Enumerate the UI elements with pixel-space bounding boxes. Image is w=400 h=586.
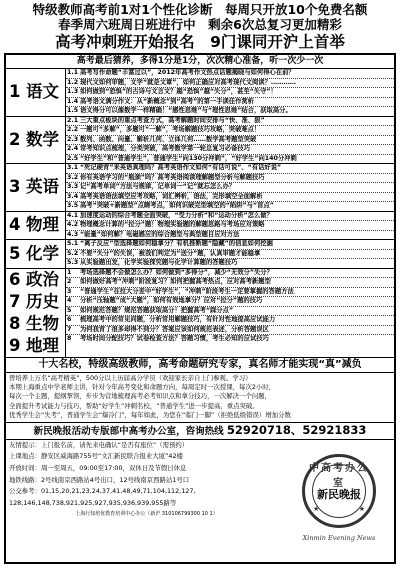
footer (6, 440, 394, 562)
topic-item (66, 335, 394, 344)
subject-name (9, 243, 65, 265)
para-line: 曾培养上万名“高考精英”，500分以上历届高分学员（欢迎家长亲自上门参观、学习） (9, 373, 252, 382)
topic-item (66, 164, 394, 174)
info-small: 上海行知培优教育培训中心办公（新沪 310106799300 10 1） (75, 510, 218, 517)
topic-text: 如何做好高考“冲刺”阶段复习？如何把握高考热点，应对高考新题型 (80, 278, 271, 285)
topic-text: 高考英语语法填空应考攻略，词汇辨析，语法，完形填空全面解析 (80, 192, 263, 200)
topic-number: 1.1 (67, 69, 79, 76)
topic-text: 语文得分可以像数学一样精确！“感性思维”与“理性思维”结合，获取高分。 (80, 107, 292, 114)
topic-number: 2.5 (67, 154, 79, 162)
hotline-bar (6, 423, 394, 440)
para-line: 每次一个主题，提纲挈领，步步为营地梳理高考必考知识点和拿分技巧，一次解决一个问题， (9, 392, 272, 401)
topic-text: 为何我背了很多却得不到分？答案应该如何规范表述，分析答题误区 (80, 325, 269, 333)
topic-list (66, 117, 394, 164)
topic-number: 2.1 (67, 116, 79, 124)
topic-text: 梳理高考中的常见问题，分析常用解题技巧，有针对性地提高应试能力 (80, 316, 276, 323)
topic-list (66, 164, 394, 211)
topic-number: 1.3 (67, 88, 79, 95)
topic-list (66, 69, 394, 116)
subject-name (9, 81, 65, 103)
para-line: 全面提升考试能力与技巧，帮助“好学生”冲刺名校，“普通学生”进一步提高，重点突破。 (9, 401, 259, 410)
section-s4 (6, 212, 394, 241)
topic-number: 2.3 (67, 135, 79, 143)
topic-item (66, 269, 394, 279)
topic-text: 从实验题出发，化学实验探究题与化学计算题的答题技巧 (80, 259, 238, 266)
topic-text: 考场选择题不会做怎么办？如何做到“多得分”，减少“无效分”失分？ (80, 268, 273, 276)
subject-number: 5 (9, 243, 21, 263)
section-s1 (6, 69, 394, 117)
topic-item (66, 278, 394, 288)
topic-number: 3.2 (67, 173, 79, 181)
topic-number: 8 (67, 335, 72, 342)
info-tip: 友情提示：上门报名前，请先来电确认“是否有座位”（需预约） (9, 440, 189, 449)
subject-number: 8 (9, 313, 21, 333)
course-box (4, 53, 396, 564)
topic-item (66, 117, 394, 127)
subject-name (9, 335, 65, 357)
topic-number: 1.2 (67, 78, 79, 86)
subject-title: 政治 (26, 269, 59, 289)
description-paragraph (6, 373, 394, 423)
topic-number: 1 (67, 268, 72, 276)
intro-banner: 高考最后猜养，多得1分是1分，次次精心准备，听一次少一次 (6, 55, 394, 69)
subject-number: 3 (9, 177, 21, 197)
topic-item (66, 174, 394, 184)
subject-label (6, 269, 66, 357)
headline-2: 春季周六班周日班进行中 剩余6次总复习更加精彩 (58, 17, 342, 32)
topic-text: 一题可“多解”，多题可“一解”，考场解题技巧攻略，突破难点！ (80, 126, 261, 133)
topic-item (66, 98, 394, 108)
subject-label (6, 69, 66, 116)
topic-text: 高考“突破+新题型”点睛考点，如何识破完型填空的“陷阱”与“盲点” (80, 202, 274, 209)
topic-number: 2 (67, 278, 72, 285)
headline-1: 特级教师高考前1对1个性化诊断 每周只开放10个免费名额 (32, 2, 368, 17)
hotline-label: 新民晚报活动专版部中高考办公室，咨询热线 (33, 425, 224, 437)
topic-item (66, 145, 394, 155)
teachers-banner: 十大名校，特级高级教师，高考命题研究专家，真名师才能实现“真”减负 (6, 358, 394, 373)
topic-text: 分析“压轴题”成“大题”，如何有效地拿分？应对“拉分”题的技巧 (80, 297, 263, 304)
info-bus: 公交参考：01,15,20,21,23,24,37,41,48,49,71,104,112,127, (9, 487, 196, 496)
info-metro: 地铁线路：2号线南京西路站4号出口，12号线南京西路站1号口 (9, 475, 190, 484)
topic-number: 3.3 (67, 183, 79, 190)
topic-text: 如何做到“恐惧”的古诗与文言文？越“恐惧”越“失分”，甚至“失守”！ (80, 88, 277, 95)
seal-ring (302, 454, 376, 528)
topic-text: 考场时间分配技巧？试卷检查方法？答题习惯，考生必知的应试技巧 (80, 335, 269, 342)
topic-number: 7 (67, 325, 72, 333)
subject-name (9, 176, 65, 198)
topic-item (66, 316, 394, 326)
subject-name (9, 313, 65, 335)
topic-number: 5.2 (67, 249, 79, 257)
headline-3: 高考冲刺班开始报名 9门课同开沪上首举 (55, 33, 345, 51)
topic-text: 不要“失分”的失误，被我们判定为“送分”题，认真审题才能稳拿 (80, 249, 261, 257)
star-icon: ★ (313, 504, 320, 513)
contact-info (6, 440, 284, 562)
seal-center-text: 新民晚报 (317, 487, 361, 501)
topic-number: 1.4 (67, 97, 79, 105)
subject-number: 4 (9, 215, 21, 235)
subject-number: 9 (9, 335, 21, 355)
topic-number: 4.1 (67, 211, 79, 219)
subject-name (9, 129, 65, 151)
section-s2 (6, 117, 394, 165)
subject-title: 物理 (26, 215, 59, 235)
topic-number: 2.2 (67, 126, 79, 133)
subject-name (9, 214, 65, 236)
topic-item (66, 193, 394, 203)
topic-text: 数列、函数、向量、解析几何、立体几何……数学高考题型突破 (80, 135, 257, 143)
topic-number: 4.3 (67, 230, 79, 238)
seal-english: Xinmin Evening News (302, 533, 376, 542)
info-address: 上课地点：静安区威海路755号“文汇新民联合报业大厦”42楼 (9, 452, 183, 461)
topic-item (66, 307, 394, 317)
topic-number: 5.3 (67, 259, 79, 266)
topic-item (66, 79, 394, 89)
subject-label (6, 164, 66, 211)
topic-item (66, 88, 394, 98)
topic-item (66, 107, 394, 116)
subject-label (6, 240, 66, 268)
topic-text: 如何规范答题？规范答题获取高分！把握高考“踩分点” (80, 306, 234, 314)
topic-item (66, 259, 394, 268)
subject-label (6, 117, 66, 164)
subject-title: 英语 (26, 177, 59, 197)
topic-item (66, 297, 394, 307)
topic-item (66, 240, 394, 250)
para-line: 优秀学生会“失考”，普通学生会“爆冷门”，每年如此，为您在“临门一脚”（拒绝低级错误）增加分数 (9, 411, 291, 420)
section-s6 (6, 269, 394, 358)
topic-list (66, 212, 394, 240)
subject-title: 生物 (26, 313, 59, 333)
topic-text: 加速度运动的综合考题全面突破，“受力分析”和“运动分析”怎么做？ (80, 211, 273, 219)
topic-number: 3.1 (67, 164, 79, 171)
subject-title: 地理 (26, 335, 59, 355)
topic-number: 5.1 (67, 240, 79, 247)
topic-text: 现代文如何审题，文学“就是文章”，如何正确应对高考现代文阅读？………… (80, 78, 297, 86)
star-icon: ★ (358, 504, 365, 513)
topic-number: 2.4 (67, 145, 79, 152)
topic-text: “能量”如何解？电磁感应的综合题型与典型题目应对方法 (80, 230, 240, 238)
topic-text: 物理概念计算的“拉分”题！物理实验题的解题思路与考场应对策略 (80, 221, 265, 228)
info-hours: 开放时间：周一至周五，09:00至17:00，双休日及节假日休息 (9, 463, 187, 472)
topic-text: 常考知识点梳理，分类突破，高考数学第一轮总复习必备技巧 (80, 145, 251, 152)
subject-number: 1 (9, 82, 21, 102)
subject-label (6, 212, 66, 240)
topic-number: 5 (67, 306, 72, 314)
info-bus-cont: 128,146,148,738,921,925,927,935,936,939,955路等 (9, 499, 177, 508)
topic-number: 4.2 (67, 221, 79, 228)
subject-title: 语文 (26, 82, 59, 102)
topic-item (66, 136, 394, 146)
topic-item (66, 183, 394, 193)
topic-text: 三大重点板块的重点考查方式，高考解题时间安排与“快、准、狠” (80, 116, 265, 124)
topic-number: 6 (67, 316, 72, 323)
topic-item (66, 231, 394, 240)
topic-item (66, 69, 394, 79)
topic-text: 记“高考单词”方法与规律，记单词一“记”就忘怎么办？ (80, 183, 236, 190)
topic-item (66, 221, 394, 231)
section-s5 (6, 240, 394, 269)
subject-number: 7 (9, 291, 21, 311)
topic-number: 3 (67, 287, 72, 295)
topic-text: “普通学生”在拉大分差中“好学生”，“冲刺”阶段考生一定要掌握的答题方法 (80, 287, 294, 295)
topic-list (66, 240, 394, 268)
subject-title: 历史 (26, 291, 59, 311)
subject-number: 2 (9, 129, 21, 149)
subject-title: 数学 (26, 129, 59, 149)
topic-text: “离子反应”型选择题如何稳拿分？有机推断题“隐藏”的信息如何挖掘 (80, 240, 273, 247)
seal-top-text: 中高考办公室 (309, 462, 369, 489)
subject-sections (6, 69, 394, 358)
section-s3 (6, 164, 394, 212)
topic-item (66, 326, 394, 336)
topic-text: “好学生”和“普通学生”，普通学生“向130分冲刺”，“好学生”向140分冲刺 (80, 154, 297, 162)
topic-text: 你有英语学习的“瓶颈”吗？高考英语阅读理解题型分析与解题技巧 (80, 173, 265, 181)
topic-item (66, 155, 394, 164)
topic-item (66, 212, 394, 222)
hotline-phones[interactable]: 52920718、52921833 (226, 422, 367, 437)
topic-item (66, 126, 394, 136)
topic-number: 1.5 (67, 107, 79, 114)
topic-number: 4 (67, 297, 72, 304)
topic-item (66, 202, 394, 211)
subject-name (9, 269, 65, 291)
topic-text: 高考语文满分作文：从“新概念”到“高考”的第一手读佳作赏析 (80, 97, 254, 105)
topic-list (66, 269, 394, 357)
topic-text: “死记硬背”来英语真理吗？高考英语作文如何“有话可说”、“有话好说” (80, 164, 282, 171)
topic-number: 3.4 (67, 192, 79, 200)
topic-item (66, 250, 394, 260)
official-seal (284, 440, 394, 562)
topic-item (66, 288, 394, 298)
subject-title: 化学 (26, 243, 59, 263)
subject-name (9, 291, 65, 313)
topic-number: 3.5 (67, 202, 79, 209)
subject-number: 6 (9, 269, 21, 289)
para-line: 本期上海重点中学老师主讲，针对今年高考变化和命题方向，每周定时一次授课，每次2小时， (9, 382, 276, 391)
topic-text: 高考写作命题“丰富过以”，2012年高考作文热点话题揭晓与如何得心在前？ (80, 69, 295, 76)
